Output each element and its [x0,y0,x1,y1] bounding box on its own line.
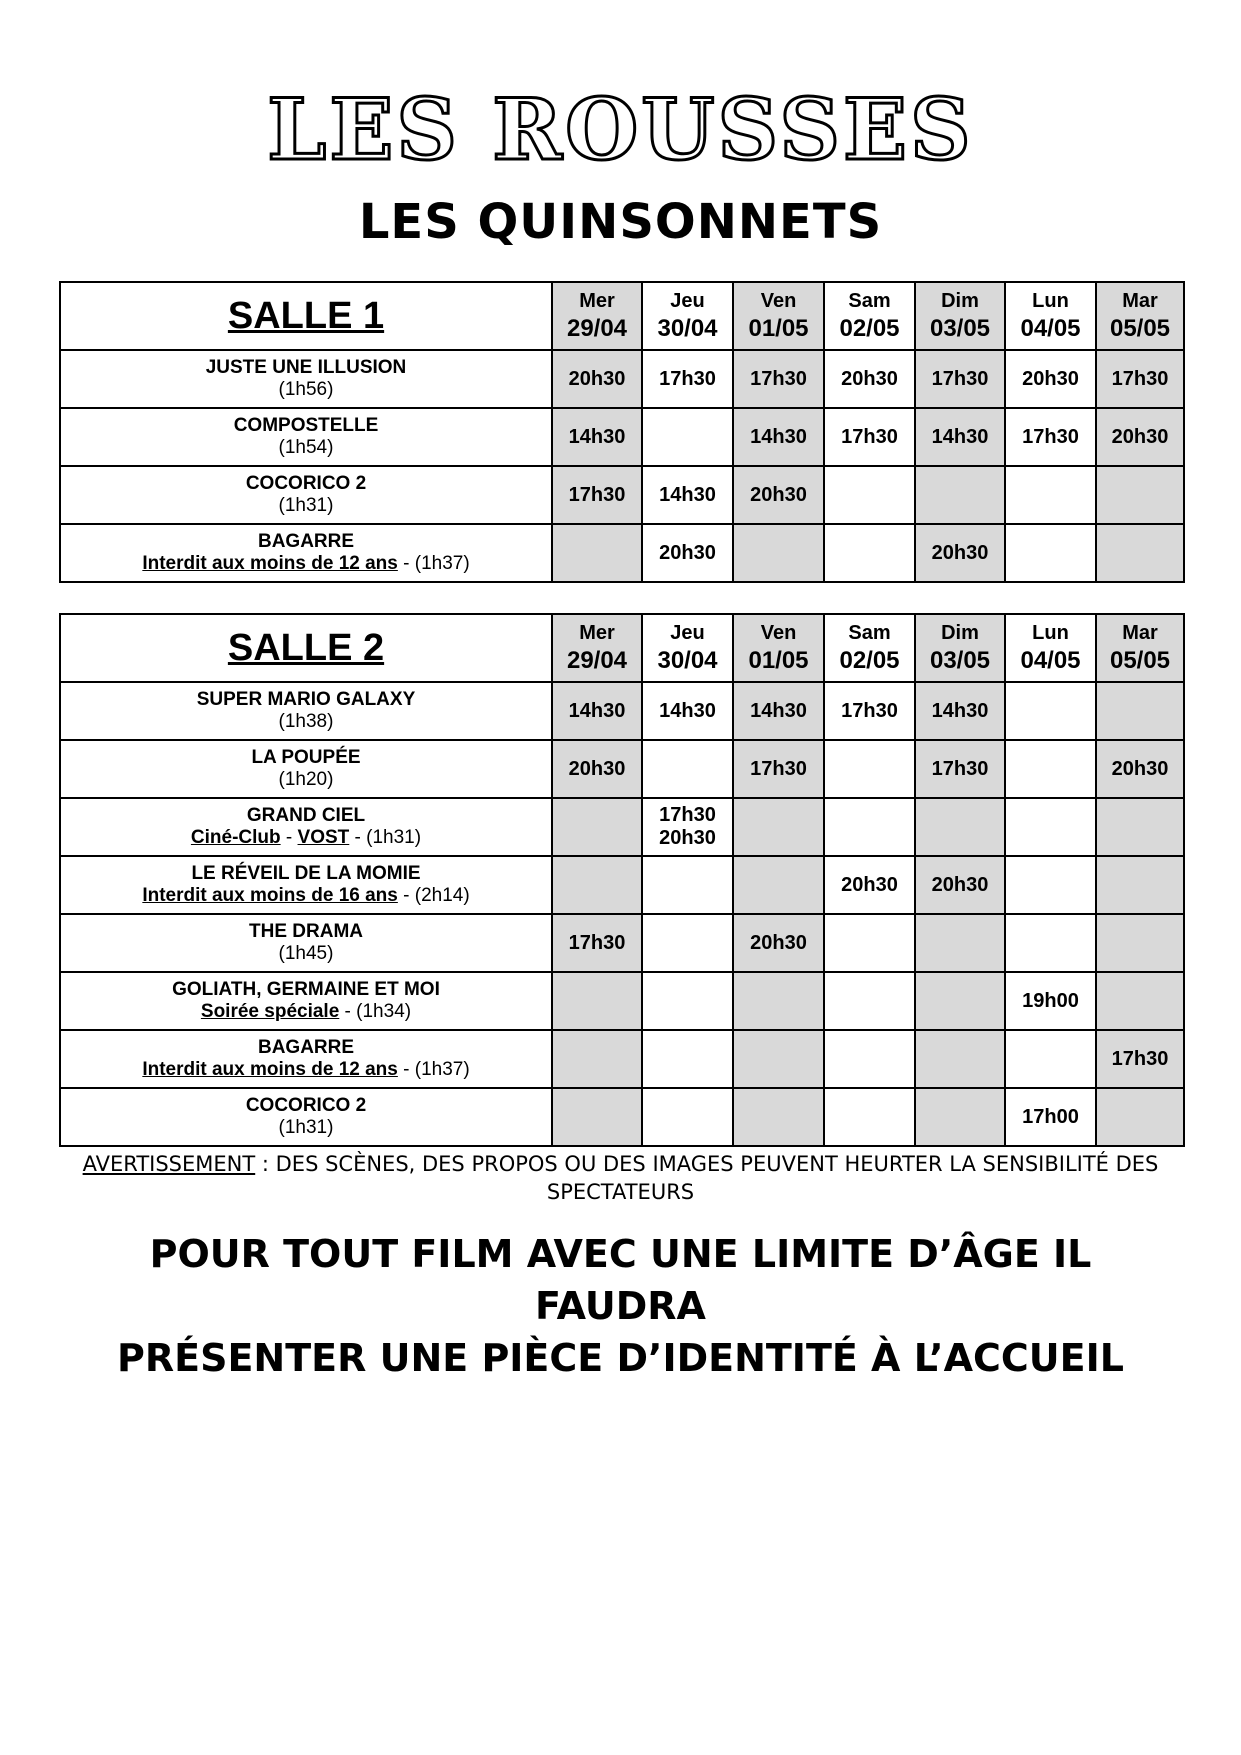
showtime-cell: 20h30 [733,466,824,524]
showtime-cell [915,1088,1005,1146]
film-details [61,769,551,791]
showtime-cell [1096,798,1184,856]
showtime-cell: 14h30 [552,682,642,740]
film-title: BAGARRE [257,531,355,552]
day-header [1005,282,1096,350]
film-title: COCORICO 2 [245,1095,367,1116]
showtime-cell: 14h30 [552,408,642,466]
day-date: 05/05 [1109,647,1171,674]
showtime-cell [824,466,915,524]
day-name: Jeu [670,622,705,644]
showtime-cell [552,856,642,914]
film-note: Ciné-Club [190,827,281,848]
film-row [60,1088,1184,1146]
showtime-cell: 20h30 [824,856,915,914]
film-title: THE DRAMA [249,921,363,942]
showtime-cell: 17h30 [733,740,824,798]
showtime-cell [1096,524,1184,582]
film-details [61,943,551,965]
showtime-cell: 17h30 [824,682,915,740]
film-row [60,350,1184,408]
age-notice-line-2: PRÉSENTER UNE PIÈCE D’IDENTITÉ À L’ACCUEIL [117,1336,1124,1380]
showtime-cell [552,798,642,856]
film-cell [60,740,552,798]
day-header [824,282,915,350]
showtime-cell: 14h30 [642,682,733,740]
showtime-cell [552,1088,642,1146]
day-date: 29/04 [566,315,628,342]
showtime-cell: 20h30 [642,524,733,582]
day-header [1096,282,1184,350]
film-cell [60,350,552,408]
showtime-cell [824,972,915,1030]
day-date: 01/05 [748,647,809,674]
showtime-cell: 20h30 [1096,740,1184,798]
showtime-cell: 19h00 [1005,972,1096,1030]
day-name: Ven [760,622,797,644]
showtime-cell: 17h30 [733,350,824,408]
showtime-cell [824,740,915,798]
film-title: LE RÉVEIL DE LA MOMIE [191,863,421,884]
film-row [60,524,1184,582]
showtime-cell [642,1088,733,1146]
showtime-cell: 17h30 [1005,408,1096,466]
day-header [915,614,1005,682]
showtime-cell [733,856,824,914]
film-duration: - (2h14) [397,885,470,906]
showtime-cell: 17h30 [552,914,642,972]
showtime-cell [733,972,824,1030]
film-row [60,798,1184,856]
warning-body: : DES SCÈNES, DES PROPOS OU DES IMAGES PEUVENT HEURTER LA SENSIBILITÉ DES SPECTATEURS [255,1152,1159,1204]
showtime-cell [915,466,1005,524]
film-duration: - (1h37) [397,1059,470,1080]
film-cell [60,972,552,1030]
film-duration: (1h31) [278,1117,334,1138]
showtime-cell [1005,466,1096,524]
showtime-cell: 17h30 [1096,1030,1184,1088]
film-cell [60,1030,552,1088]
showtime-cell: 20h30 [1096,408,1184,466]
showtime-cell: 17h30 [824,408,915,466]
showtime-cell [915,914,1005,972]
film-title: GRAND CIEL [246,805,366,826]
day-header [733,282,824,350]
day-date: 03/05 [929,647,991,674]
showtime-cell [733,1088,824,1146]
film-details [61,495,551,517]
film-row [60,682,1184,740]
cinema-title: LES ROUSSES [267,80,974,179]
day-name: Sam [848,622,891,644]
day-name: Mar [1122,290,1158,312]
day-name: Mer [579,622,615,644]
showtime-cell [1005,914,1096,972]
day-name: Sam [848,290,891,312]
film-title: COMPOSTELLE [233,415,379,436]
film-title: BAGARRE [257,1037,355,1058]
showtime-cell [733,524,824,582]
day-date: 30/04 [657,647,718,674]
film-cell [60,856,552,914]
day-date: 02/05 [839,647,900,674]
film-title: SUPER MARIO GALAXY [196,689,416,710]
day-name: Mer [579,290,615,312]
warning-label: AVERTISSEMENT [82,1152,256,1176]
age-notice [60,1228,1181,1384]
showtime-cell: 20h30 [1005,350,1096,408]
day-date: 29/04 [566,647,628,674]
film-details [61,1001,551,1023]
showtime-cell [824,1088,915,1146]
showtime-cell [824,798,915,856]
day-date: 04/05 [1020,647,1081,674]
film-row [60,856,1184,914]
day-date: 05/05 [1109,315,1171,342]
showtime-cell: 14h30 [915,682,1005,740]
showtime-cell: 20h30 [824,350,915,408]
film-cell [60,682,552,740]
showtime-cell: 17h30 [915,740,1005,798]
showtime-cell: 20h30 [552,740,642,798]
showtime-cell [1096,1088,1184,1146]
film-details [61,827,551,849]
film-duration: (1h56) [278,379,334,400]
film-duration: (1h31) [278,495,334,516]
showtime-cell [552,524,642,582]
schedule-table-salle-2 [59,613,1185,1147]
showtime-cell: 14h30 [915,408,1005,466]
film-duration: - (1h31) [349,827,422,848]
showtime-cell [1096,914,1184,972]
warning-text [70,1150,1171,1206]
film-cell [60,914,552,972]
day-name: Lun [1032,622,1069,644]
showtime-cell: 14h30 [642,466,733,524]
film-duration: - (1h37) [397,553,470,574]
day-header [642,614,733,682]
film-cell [60,524,552,582]
day-name: Dim [941,290,979,312]
day-header [1005,614,1096,682]
showtime-cell: 17h30 20h30 [642,798,733,856]
film-title: JUSTE UNE ILLUSION [205,357,407,378]
film-note: Interdit aux moins de 16 ans [142,885,398,906]
day-header [552,614,642,682]
day-name: Mar [1122,622,1158,644]
showtime-cell [552,1030,642,1088]
showtime-cell [642,856,733,914]
showtime-cell: 17h30 [642,350,733,408]
film-details [61,885,551,907]
film-note: Interdit aux moins de 12 ans [142,553,398,574]
showtime-cell: 20h30 [552,350,642,408]
film-row [60,914,1184,972]
showtime-cell: 20h30 [733,914,824,972]
showtime-cell [915,1030,1005,1088]
film-details [61,1117,551,1139]
film-cell [60,1088,552,1146]
showtime-cell [824,524,915,582]
showtime-cell [1096,682,1184,740]
showtime-cell: 17h30 [552,466,642,524]
film-duration: (1h20) [278,769,334,790]
showtime-cell [1005,856,1096,914]
film-title: COCORICO 2 [245,473,367,494]
day-date: 03/05 [929,315,991,342]
showtime-cell [1005,798,1096,856]
film-cell [60,408,552,466]
showtime-cell [733,798,824,856]
day-name: Ven [760,290,797,312]
day-header [915,282,1005,350]
film-details [61,1059,551,1081]
showtime-cell: 20h30 [915,524,1005,582]
showtime-cell [642,914,733,972]
showtime-cell: 14h30 [733,682,824,740]
showtime-cell [1005,524,1096,582]
day-header [733,614,824,682]
day-date: 04/05 [1020,315,1081,342]
film-title: GOLIATH, GERMAINE ET MOI [172,979,440,1000]
day-header [1096,614,1184,682]
showtime-cell [915,798,1005,856]
film-row [60,740,1184,798]
film-row [60,972,1184,1030]
day-header [824,614,915,682]
showtime-cell: 17h30 [915,350,1005,408]
film-row [60,1030,1184,1088]
showtime-cell: 14h30 [733,408,824,466]
showtime-cell [642,408,733,466]
showtime-cell: 20h30 [915,856,1005,914]
day-date: 01/05 [748,315,809,342]
salle-label: SALLE 2 [60,614,552,682]
film-details [61,379,551,401]
film-note: Soirée spéciale [200,1001,340,1022]
showtime-cell [1005,1030,1096,1088]
film-tag: VOST [297,827,350,848]
film-separator: - [280,827,298,848]
showtime-cell [642,972,733,1030]
schedule-table-salle-1 [59,281,1185,583]
showtime-cell [915,972,1005,1030]
day-header [642,282,733,350]
showtime-cell: 17h30 [1096,350,1184,408]
showtime-cell [1005,682,1096,740]
film-duration: (1h45) [278,943,334,964]
showtime-cell [642,1030,733,1088]
film-details [61,711,551,733]
salle-label: SALLE 1 [60,282,552,350]
showtime-cell [1096,856,1184,914]
film-row [60,466,1184,524]
day-date: 30/04 [657,315,718,342]
showtime-cell [1005,740,1096,798]
day-date: 02/05 [839,315,900,342]
day-name: Dim [941,622,979,644]
film-details [61,437,551,459]
showtime-cell: 17h00 [1005,1088,1096,1146]
film-title: LA POUPÉE [251,747,361,768]
film-duration: (1h54) [278,437,334,458]
day-header [552,282,642,350]
day-name: Jeu [670,290,705,312]
film-details [61,553,551,575]
film-cell [60,466,552,524]
showtime-cell [824,1030,915,1088]
showtime-cell [1096,972,1184,1030]
film-cell [60,798,552,856]
film-duration: (1h38) [278,711,334,732]
showtime-cell [824,914,915,972]
film-row [60,408,1184,466]
showtime-cell [552,972,642,1030]
film-duration: - (1h34) [339,1001,412,1022]
day-name: Lun [1032,290,1069,312]
cinema-subtitle: LES QUINSONNETS [358,194,883,250]
showtime-cell [733,1030,824,1088]
film-note: Interdit aux moins de 12 ans [142,1059,398,1080]
age-notice-line-1: POUR TOUT FILM AVEC UNE LIMITE D’ÂGE IL FAUDRA [149,1232,1092,1328]
showtime-cell [1096,466,1184,524]
showtime-cell [642,740,733,798]
